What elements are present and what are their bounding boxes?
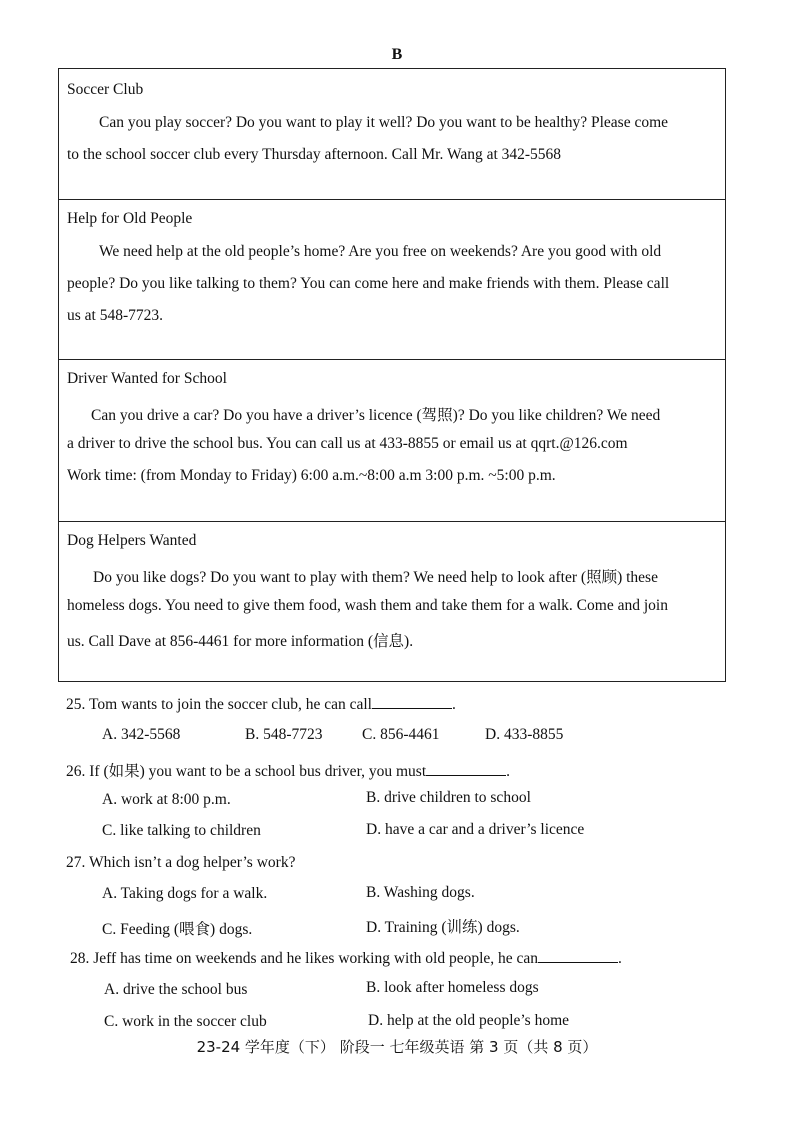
ad-text-line: us at 548-7723. xyxy=(67,307,164,324)
question-stem: 27. Which isn’t a dog helper’s work? xyxy=(66,854,296,871)
answer-blank[interactable] xyxy=(538,948,618,963)
page-footer: 23-24 学年度（下） 阶段一 七年级英语 第 3 页（共 8 页） xyxy=(196,1038,598,1056)
question-end: . xyxy=(618,950,622,967)
question-27 xyxy=(66,854,295,872)
ad-text-line: Can you drive a car? Do you have a driver’s licence (驾照)? Do you like children? We need xyxy=(91,407,661,424)
option-d[interactable]: D. have a car and a driver’s licence xyxy=(366,821,585,838)
answer-blank[interactable] xyxy=(426,761,506,776)
option-b[interactable]: B. 548-7723 xyxy=(245,726,323,743)
option-b[interactable]: B. look after homeless dogs xyxy=(366,979,539,996)
ad-title: Soccer Club xyxy=(67,81,144,98)
question-26 xyxy=(66,759,510,781)
question-end: . xyxy=(451,696,456,713)
option-d[interactable]: D. Training (训练) dogs. xyxy=(366,919,520,936)
ad-text-line: us. Call Dave at 856-4461 for more information (信息). xyxy=(67,633,414,650)
ad-text-line: to the school soccer club every Thursday afternoon. Call Mr. Wang at 342-5568 xyxy=(67,146,562,163)
ad-title: Dog Helpers Wanted xyxy=(67,532,197,549)
option-d[interactable]: D. 433-8855 xyxy=(485,726,564,743)
ad-text-line: Do you like dogs? Do you want to play with them? We need help to look after (照顾) these xyxy=(93,569,658,586)
ad-title: Driver Wanted for School xyxy=(67,370,227,387)
option-c[interactable]: C. 856-4461 xyxy=(362,726,440,743)
ads-box xyxy=(58,68,726,682)
ad-text-line: homeless dogs. You need to give them food, wash them and take them for a walk. Come and join xyxy=(67,597,668,614)
question-stem: 25. Tom wants to join the soccer club, he can call xyxy=(66,696,372,713)
ad-text-line: Can you play soccer? Do you want to play it well? Do you want to be healthy? Please come xyxy=(99,114,669,131)
option-a[interactable]: A. work at 8:00 p.m. xyxy=(102,791,231,808)
option-c[interactable]: C. Feeding (喂食) dogs. xyxy=(102,921,253,938)
option-c[interactable]: C. like talking to children xyxy=(102,822,261,839)
answer-blank[interactable] xyxy=(372,694,452,709)
question-28 xyxy=(70,948,622,968)
option-c[interactable]: C. work in the soccer club xyxy=(104,1013,267,1030)
option-a[interactable]: A. Taking dogs for a walk. xyxy=(102,885,268,902)
question-stem: 26. If (如果) you want to be a school bus driver, you must xyxy=(66,763,427,780)
ad-text-line: a driver to drive the school bus. You can call us at 433-8855 or email us at qqrt.@126.com xyxy=(67,435,628,452)
ad-title: Help for Old People xyxy=(67,210,193,227)
ad-help-old-people xyxy=(59,199,725,359)
option-a[interactable]: A. drive the school bus xyxy=(104,981,248,998)
section-heading: B xyxy=(391,46,403,63)
ad-text-line: people? Do you like talking to them? You can come here and make friends with them. Please call xyxy=(67,275,670,292)
option-a[interactable]: A. 342-5568 xyxy=(102,726,181,743)
option-b[interactable]: B. drive children to school xyxy=(366,789,531,806)
question-stem: 28. Jeff has time on weekends and he likes working with old people, he can xyxy=(70,950,539,967)
ad-soccer-club xyxy=(59,69,725,199)
option-b[interactable]: B. Washing dogs. xyxy=(366,884,475,901)
ad-text-line: We need help at the old people’s home? Are you free on weekends? Are you good with old xyxy=(99,243,662,260)
question-25 xyxy=(66,694,456,714)
ad-dog-helpers xyxy=(59,521,725,681)
ad-driver-wanted xyxy=(59,359,725,521)
question-end: . xyxy=(506,763,511,780)
ad-text-line: Work time: (from Monday to Friday) 6:00 a.m.~8:00 a.m 3:00 p.m. ~5:00 p.m. xyxy=(67,467,556,484)
option-d[interactable]: D. help at the old people’s home xyxy=(368,1012,570,1029)
